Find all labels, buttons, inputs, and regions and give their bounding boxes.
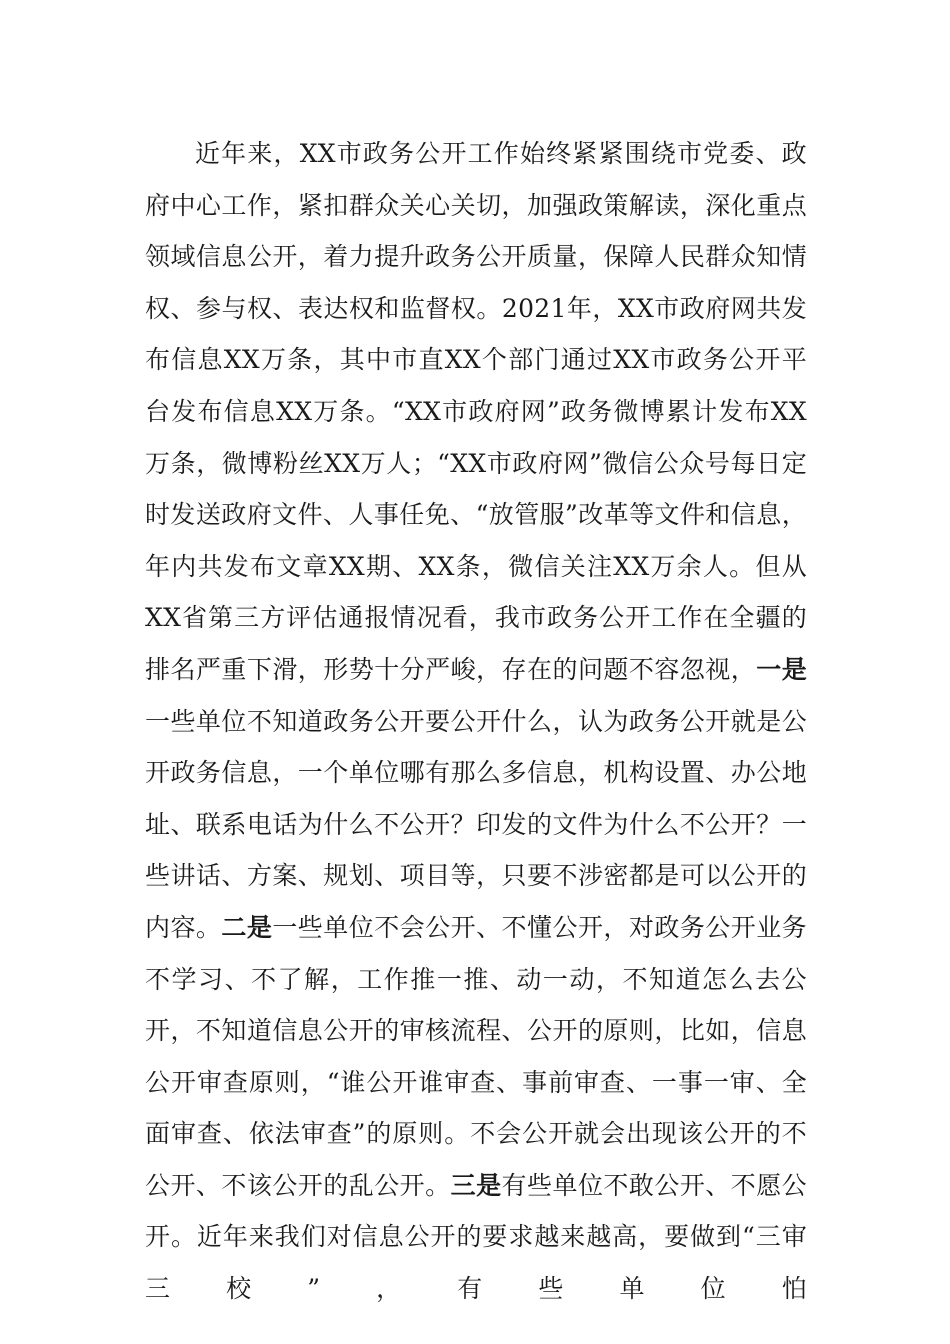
body-paragraph xyxy=(145,128,807,1315)
point-label-two: 二是 xyxy=(221,912,273,942)
point-label-three: 三是 xyxy=(450,1170,502,1200)
paragraph-text-part-3: 一些单位不会公开、不懂公开，对政务公开业务不学习、不了解，工作推一推、动一动，不知道怎么去公开，不知道信息公开的审核流程、公开的原则，比如，信息公开审查原则，“谁公开谁审查、事前审查、一事一审、全面审查、依法审查”的原则。不会公开就会出现该公开的不公开、不该公开的乱公开。 xyxy=(145,912,807,1200)
paragraph-text-part-4: 有些单位不敢公开、不愿公开。近年来我们对信息公开的要求越来越高，要做到“三审三校”，有些单位怕 xyxy=(145,1170,807,1304)
paragraph-text-part-1: 近年来，XX市政务公开工作始终紧紧围绕市党委、政府中心工作，紧扣群众关心关切，加强政策解读，深化重点领域信息公开，着力提升政务公开质量，保障人民群众知情权、参与权、表达权和监督权。2021年，XX市政府网共发布信息XX万条，其中市直XX个部门通过XX市政务公开平台发布信息XX万条。“XX市政府网”政务微博累计发布XX万条，微博粉丝XX万人；“XX市政府网”微信公众号每日定时发送政府文件、人事任免、“放管服”改革等文件和信息，年内共发布文章XX期、XX条，微信关注XX万余人。但从XX省第三方评估通报情况看，我市政务公开工作在全疆的排名严重下滑，形势十分严峻，存在的问题不容忽视， xyxy=(145,139,807,684)
point-label-one: 一是 xyxy=(756,654,808,684)
paragraph-text-part-2: 一些单位不知道政务公开要公开什么，认为政务公开就是公开政务信息，一个单位哪有那么多信息，机构设置、办公地址、联系电话为什么不公开？印发的文件为什么不公开？一些讲话、方案、规划、项目等，只要不涉密都是可以公开的内容。 xyxy=(145,706,807,942)
